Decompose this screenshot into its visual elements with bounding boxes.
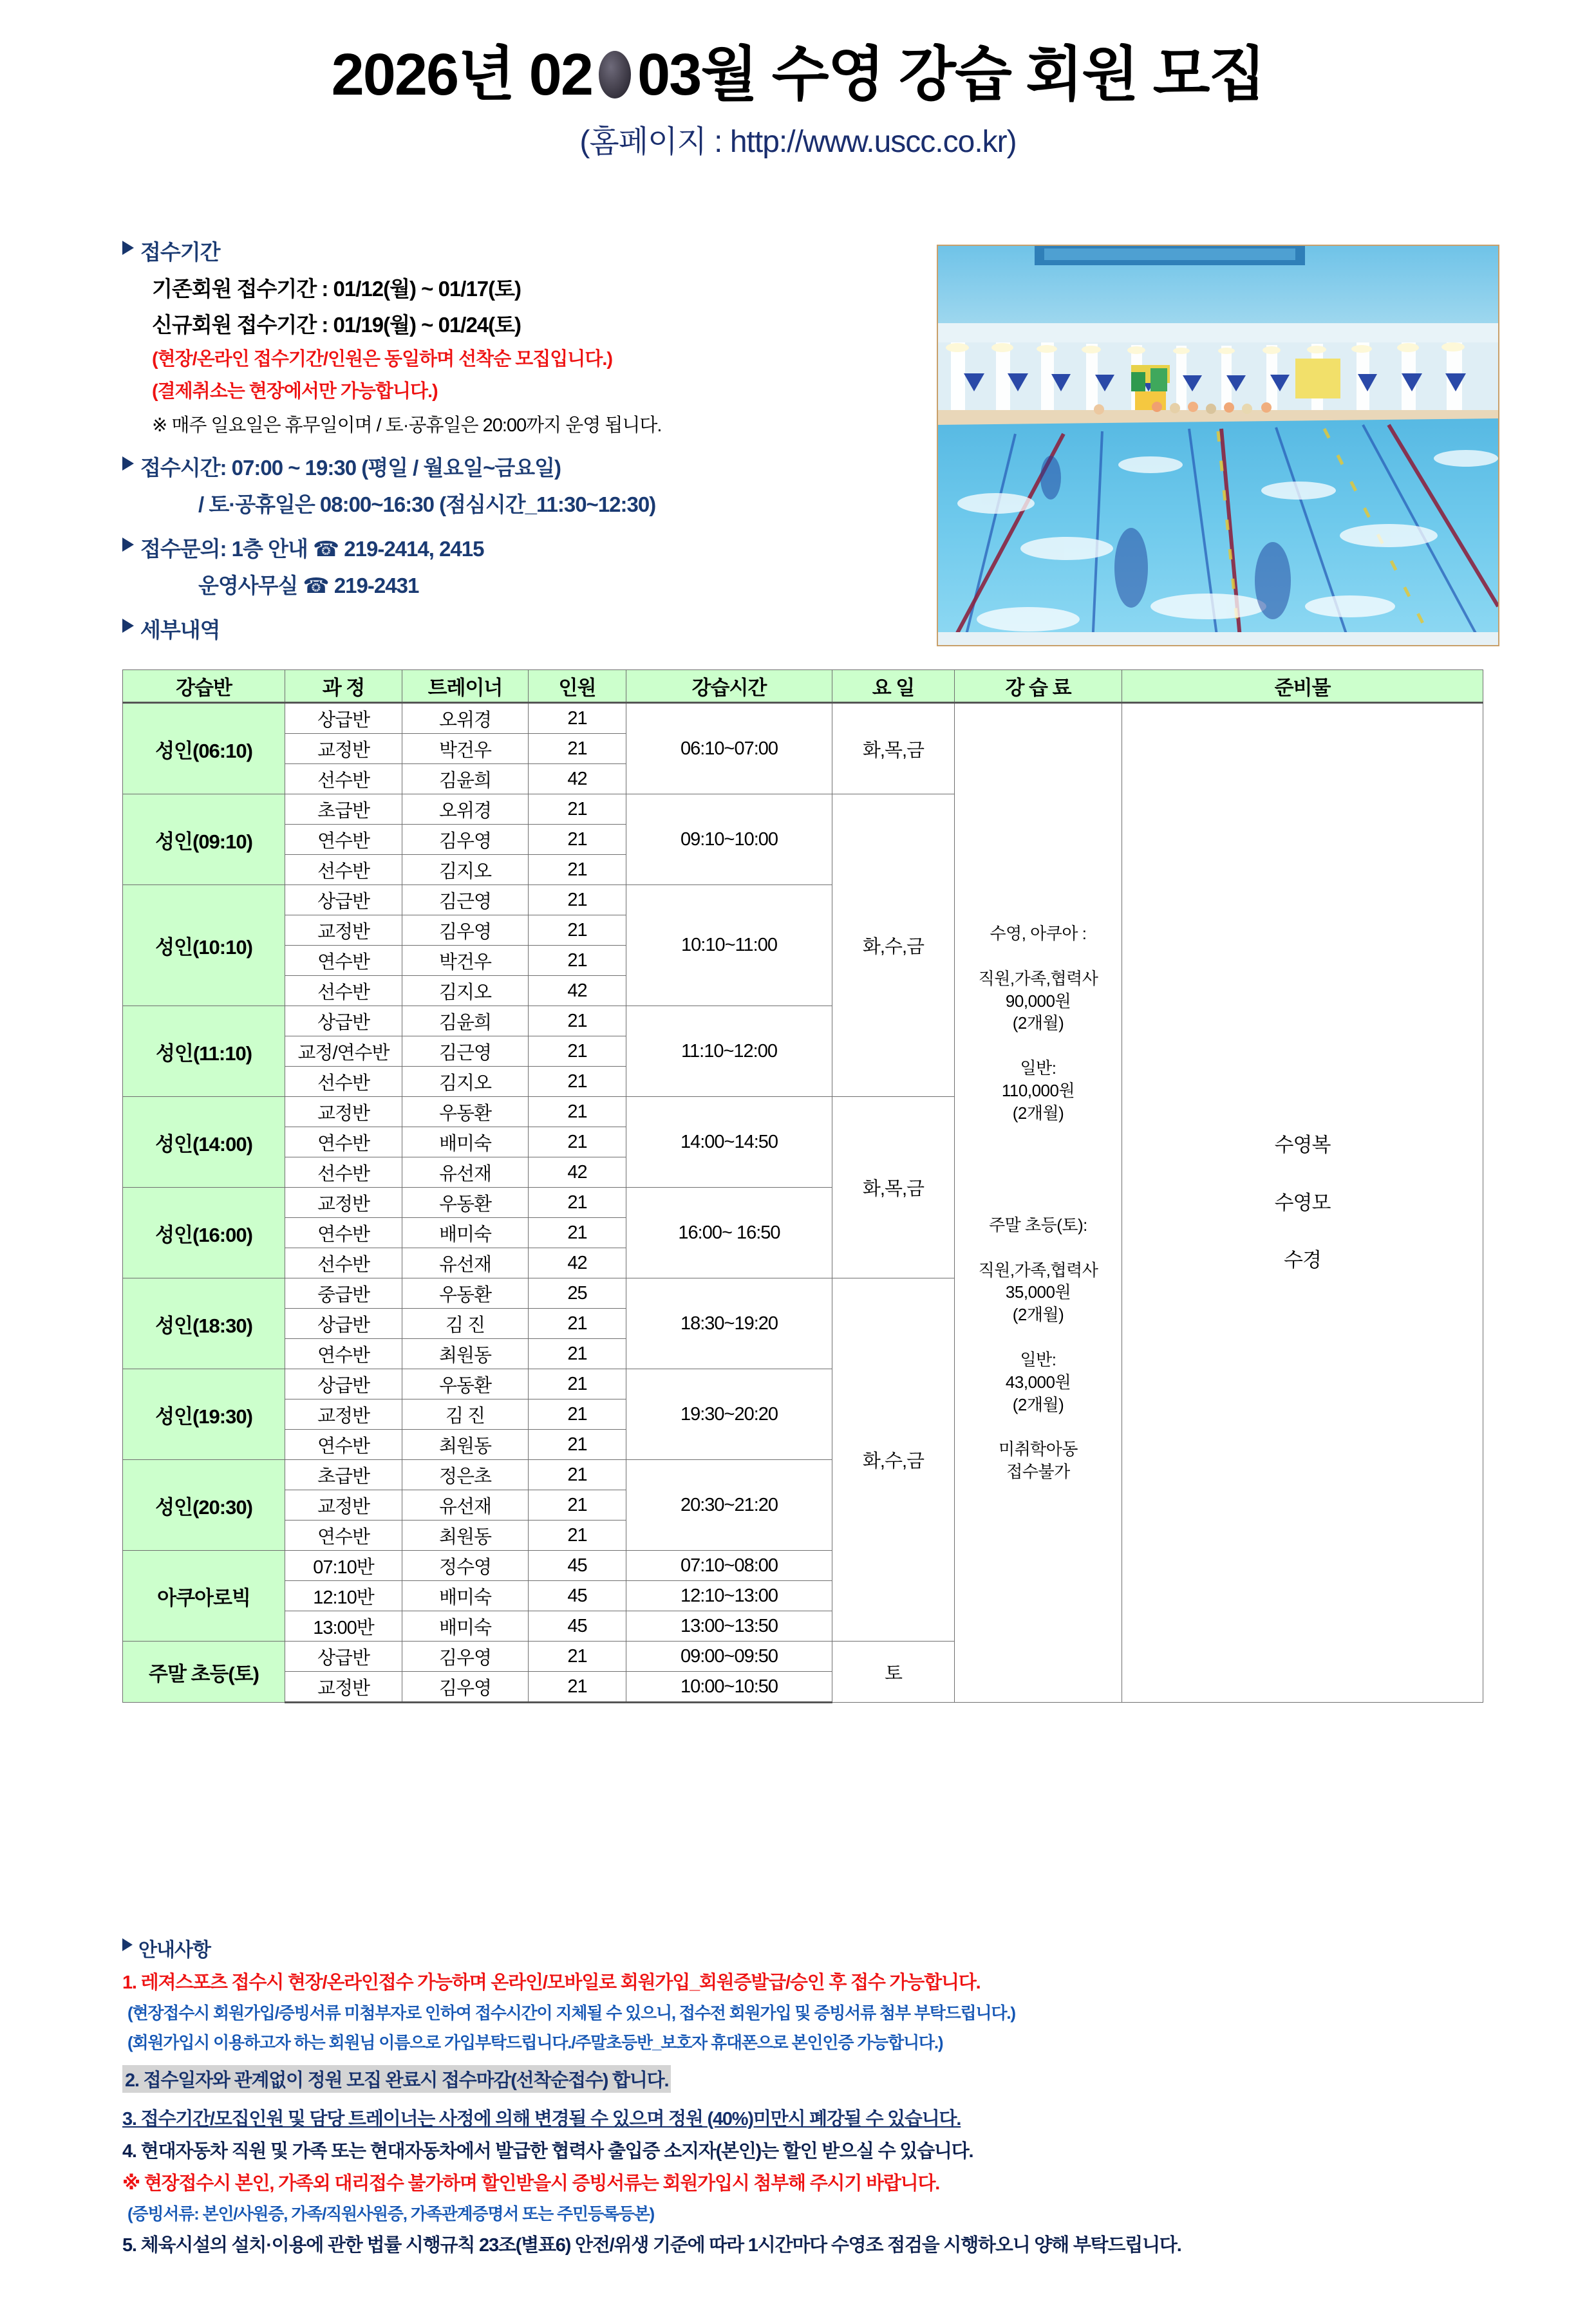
cell-course: 연수반 — [285, 825, 402, 855]
prep-item: 수영복 — [1274, 1133, 1331, 1156]
details-label: 세부내역 — [140, 618, 220, 642]
class-group-label: 아쿠아로빅 — [123, 1551, 285, 1642]
cell-capacity: 25 — [529, 1278, 626, 1309]
cell-trainer: 배미숙 — [402, 1581, 529, 1611]
cell-course: 초급반 — [285, 1460, 402, 1490]
class-group-label: 성인(19:30) — [123, 1369, 285, 1460]
fee-line: (2개월) — [1012, 1103, 1064, 1123]
cell-course: 상급반 — [285, 703, 402, 734]
fee-line: (2개월) — [1012, 1394, 1064, 1414]
cell-capacity: 21 — [529, 1218, 626, 1248]
cell-time: 07:10~08:00 — [626, 1551, 832, 1581]
notices-heading — [122, 1934, 1494, 1962]
class-group-label: 성인(14:00) — [123, 1097, 285, 1188]
col-header-trainer: 트레이너 — [402, 670, 529, 703]
cell-course: 선수반 — [285, 1248, 402, 1278]
swimming-pool-photo — [937, 245, 1499, 646]
cell-fee — [955, 703, 1122, 1703]
existing-member-period: 기존회원 접수기간 : 01/12(월) ~ 01/17(토) — [152, 277, 521, 301]
page-title — [332, 44, 1265, 106]
cell-course: 연수반 — [285, 946, 402, 976]
cell-capacity: 21 — [529, 1309, 626, 1339]
notice-1b: (회원가입시 이용하고자 하는 회원님 이름으로 가입부탁드립니다./주말초등반_보호자 휴대폰으로 본인인증 가능합니다.) — [127, 2033, 943, 2052]
cell-course: 연수반 — [285, 1430, 402, 1460]
cell-capacity: 21 — [529, 1672, 626, 1703]
cell-trainer: 우동환 — [402, 1188, 529, 1218]
fee-line: 110,000원 — [1001, 1080, 1075, 1100]
section-heading-registration-hours — [122, 451, 914, 482]
new-member-period: 신규회원 접수기간 : 01/19(월) ~ 01/24(토) — [152, 313, 521, 337]
red-note-cancel-onsite: (결제취소는 현장에서만 가능합니다.) — [152, 381, 438, 402]
cell-weekday: 토 — [832, 1642, 955, 1703]
notice-2-wrap — [122, 2059, 1494, 2099]
cell-capacity: 21 — [529, 1460, 626, 1490]
cell-course: 선수반 — [285, 976, 402, 1006]
cell-trainer: 김지오 — [402, 1067, 529, 1097]
cell-time: 10:00~10:50 — [626, 1672, 832, 1703]
cell-capacity: 21 — [529, 946, 626, 976]
cell-trainer: 정수영 — [402, 1551, 529, 1581]
fee-line — [957, 1125, 1119, 1147]
fee-line: 직원,가족,협력사 — [978, 1260, 1098, 1280]
col-header-weekday: 요 일 — [832, 670, 955, 703]
pool-illustration — [938, 246, 1498, 645]
cell-trainer: 김우영 — [402, 915, 529, 946]
cell-capacity: 45 — [529, 1581, 626, 1611]
cell-capacity: 21 — [529, 703, 626, 734]
cell-trainer: 유선재 — [402, 1248, 529, 1278]
fee-line: 직원,가족,협력사 — [978, 968, 1098, 988]
fee-line: (2개월) — [1012, 1305, 1064, 1325]
notice-1: 1. 레져스포츠 접수시 현장/온라인접수 가능하며 온라인/모바일로 회원가입_회원증발급/승인 후 접수 가능합니다. — [122, 1972, 981, 1993]
cell-trainer: 김근영 — [402, 1036, 529, 1067]
cell-capacity: 21 — [529, 1490, 626, 1521]
cell-trainer: 박건우 — [402, 734, 529, 764]
cell-course: 교정반 — [285, 1188, 402, 1218]
registration-hours-weekend-text: / 토·공휴일은 08:00~16:30 (점심시간_11:30~12:30) — [198, 492, 656, 516]
cell-capacity: 21 — [529, 915, 626, 946]
cell-trainer: 김근영 — [402, 885, 529, 915]
triangle-bullet-icon — [122, 456, 134, 471]
cell-course: 교정반 — [285, 1672, 402, 1703]
cell-capacity: 21 — [529, 1188, 626, 1218]
fee-line: 접수불가 — [1006, 1462, 1070, 1482]
info-block — [122, 236, 914, 650]
notice-2: 2. 접수일자와 관계없이 정원 모집 완료시 접수마감(선착순접수) 합니다. — [122, 2065, 671, 2093]
fee-line — [957, 1326, 1119, 1349]
cell-trainer: 김우영 — [402, 825, 529, 855]
triangle-bullet-icon — [122, 241, 134, 255]
fee-line: 일반: — [1020, 1349, 1056, 1369]
class-group-label: 주말 초등(토) — [123, 1642, 285, 1703]
section-heading-registration-period — [122, 236, 914, 266]
class-group-label: 성인(18:30) — [123, 1278, 285, 1369]
cell-time: 18:30~19:20 — [626, 1278, 832, 1369]
cell-trainer: 김 진 — [402, 1399, 529, 1430]
registration-hours-label: 접수시간: 07:00 ~ 19:30 (평일 / 월요일~금요일) — [140, 456, 561, 480]
schedule-table-wrap — [122, 669, 1483, 1703]
notice-4b: (증빙서류: 본인/사원증, 가족/직원사원증, 가족관계증명서 또는 주민등록등본) — [127, 2204, 654, 2223]
cell-trainer: 우동환 — [402, 1097, 529, 1127]
notice-1a: (현장접수시 회원가입/증빙서류 미첨부자로 인하여 접수시간이 지체될 수 있으니, 접수전 회원가입 및 증빙서류 첨부 부탁드립니다.) — [127, 2003, 1015, 2023]
fee-line: 일반: — [1020, 1058, 1056, 1078]
cell-capacity: 21 — [529, 1127, 626, 1157]
cell-trainer: 배미숙 — [402, 1218, 529, 1248]
cell-capacity: 21 — [529, 1521, 626, 1551]
cell-time: 09:00~09:50 — [626, 1642, 832, 1672]
cell-course: 초급반 — [285, 794, 402, 825]
cell-course: 교정반 — [285, 915, 402, 946]
cell-trainer: 오위경 — [402, 703, 529, 734]
cell-capacity: 21 — [529, 1036, 626, 1067]
cell-course: 상급반 — [285, 1369, 402, 1399]
cell-trainer: 최원동 — [402, 1521, 529, 1551]
table-row — [123, 703, 1483, 734]
cell-trainer: 최원동 — [402, 1339, 529, 1369]
cell-weekday: 화,수,금 — [832, 1278, 955, 1642]
cell-capacity: 45 — [529, 1611, 626, 1642]
cell-capacity: 42 — [529, 1157, 626, 1188]
table-header-row — [123, 670, 1483, 703]
col-header-capacity: 인원 — [529, 670, 626, 703]
class-group-label: 성인(10:10) — [123, 885, 285, 1006]
cell-course: 교정/연수반 — [285, 1036, 402, 1067]
contact-office — [198, 569, 914, 599]
cell-trainer: 김 진 — [402, 1309, 529, 1339]
cell-trainer: 배미숙 — [402, 1127, 529, 1157]
fee-line: (2개월) — [1012, 1013, 1064, 1033]
fee-line — [957, 1192, 1119, 1214]
cell-weekday: 화,수,금 — [832, 794, 955, 1097]
title-block — [0, 44, 1596, 161]
cell-time: 20:30~21:20 — [626, 1460, 832, 1551]
cell-trainer: 박건우 — [402, 946, 529, 976]
cell-course: 연수반 — [285, 1521, 402, 1551]
cell-trainer: 김윤희 — [402, 1006, 529, 1036]
cell-capacity: 21 — [529, 794, 626, 825]
cell-trainer: 정은초 — [402, 1460, 529, 1490]
cell-capacity: 21 — [529, 1339, 626, 1369]
dark-ellipse-icon — [599, 51, 631, 98]
cell-time: 13:00~13:50 — [626, 1611, 832, 1642]
cell-trainer: 김윤희 — [402, 764, 529, 794]
notice-5: 5. 체육시설의 설치·이용에 관한 법률 시행규칙 23조(별표6) 안전/위생 기준에 따라 1시간마다 수영조 점검을 시행하오니 양해 부탁드립니다. — [122, 2235, 1181, 2256]
cell-prep — [1122, 703, 1483, 1703]
col-header-fee: 강 습 료 — [955, 670, 1122, 703]
cell-weekday: 화,목,금 — [832, 1097, 955, 1278]
class-group-label: 성인(06:10) — [123, 703, 285, 794]
class-group-label: 성인(20:30) — [123, 1460, 285, 1551]
col-header-time: 강습시간 — [626, 670, 832, 703]
fee-line — [957, 1169, 1119, 1192]
notice-4a: ※ 현장접수시 본인, 가족외 대리접수 불가하며 할인받을시 증빙서류는 회원가입시 첨부해 주시기 바랍니다. — [122, 2173, 940, 2194]
cell-trainer: 최원동 — [402, 1430, 529, 1460]
cell-course: 연수반 — [285, 1127, 402, 1157]
class-group-label: 성인(16:00) — [123, 1188, 285, 1278]
notice-3: 3. 접수기간/모집인원 및 담당 트레이너는 사정에 의해 변경될 수 있으며 정원 (40%)미만시 폐강될 수 있습니다. — [122, 2109, 961, 2129]
cell-time: 06:10~07:00 — [626, 703, 832, 794]
cell-course: 상급반 — [285, 1309, 402, 1339]
cell-course: 연수반 — [285, 1339, 402, 1369]
fee-line — [957, 945, 1119, 968]
col-header-prep: 준비물 — [1122, 670, 1483, 703]
cell-trainer: 우동환 — [402, 1278, 529, 1309]
fee-line: 수영, 아쿠아 : — [990, 924, 1087, 944]
fee-line: 43,000원 — [1005, 1372, 1071, 1392]
section-heading-contact — [122, 532, 914, 563]
schedule-table — [122, 669, 1483, 1703]
cell-trainer: 김지오 — [402, 855, 529, 885]
cell-course: 13:00반 — [285, 1611, 402, 1642]
section-heading-details — [122, 613, 914, 644]
cell-time: 10:10~11:00 — [626, 885, 832, 1006]
notice-4: 4. 현대자동차 직원 및 가족 또는 현대자동차에서 발급한 협력사 출입증 소지자(본인)는 할인 받으실 수 있습니다. — [122, 2141, 973, 2162]
page-title-part2: 03월 수영 강습 회원 모집 — [637, 42, 1265, 108]
cell-capacity: 42 — [529, 764, 626, 794]
sunday-closed-note: ※ 매주 일요일은 휴무일이며 / 토·공휴일은 20:00까지 운영 됩니다. — [152, 415, 662, 436]
col-header-class: 강습반 — [123, 670, 285, 703]
cell-capacity: 21 — [529, 1097, 626, 1127]
cell-course: 상급반 — [285, 885, 402, 915]
cell-capacity: 21 — [529, 825, 626, 855]
cell-course: 교정반 — [285, 1399, 402, 1430]
cell-course: 상급반 — [285, 1006, 402, 1036]
cell-trainer: 김지오 — [402, 976, 529, 1006]
contact-office-text: 운영사무실 ☎ 219-2431 — [198, 574, 419, 597]
cell-course: 교정반 — [285, 734, 402, 764]
prep-item: 수영모 — [1274, 1191, 1331, 1214]
cell-course: 선수반 — [285, 1067, 402, 1097]
cell-capacity: 21 — [529, 1369, 626, 1399]
cell-course: 선수반 — [285, 855, 402, 885]
class-group-label: 성인(11:10) — [123, 1006, 285, 1097]
cell-trainer: 유선재 — [402, 1490, 529, 1521]
col-header-course: 과 정 — [285, 670, 402, 703]
section-label: 접수기간 — [140, 240, 220, 264]
cell-time: 12:10~13:00 — [626, 1581, 832, 1611]
fee-line: 미취학아동 — [998, 1439, 1078, 1459]
triangle-bullet-icon — [122, 1938, 133, 1951]
cell-capacity: 42 — [529, 1248, 626, 1278]
cell-trainer: 우동환 — [402, 1369, 529, 1399]
prep-item: 수경 — [1284, 1249, 1321, 1272]
notices-block — [122, 1934, 1494, 2263]
fee-line — [957, 1146, 1119, 1169]
cell-trainer: 배미숙 — [402, 1611, 529, 1642]
cell-capacity: 42 — [529, 976, 626, 1006]
cell-course: 연수반 — [285, 1218, 402, 1248]
triangle-bullet-icon — [122, 619, 134, 633]
registration-hours-weekend — [198, 488, 914, 518]
cell-trainer: 김우영 — [402, 1642, 529, 1672]
cell-capacity: 21 — [529, 1399, 626, 1430]
cell-weekday: 화,목,금 — [832, 703, 955, 794]
fee-line — [957, 1237, 1119, 1259]
contact-front-desk: 접수문의: 1층 안내 ☎ 219-2414, 2415 — [140, 537, 484, 561]
cell-course: 중급반 — [285, 1278, 402, 1309]
triangle-bullet-icon — [122, 538, 134, 552]
cell-capacity: 21 — [529, 1430, 626, 1460]
red-note-online-offline: (현장/온라인 접수기간/인원은 동일하며 선착순 모집입니다.) — [152, 349, 613, 370]
cell-course: 선수반 — [285, 1157, 402, 1188]
cell-time: 14:00~14:50 — [626, 1097, 832, 1188]
cell-capacity: 21 — [529, 1006, 626, 1036]
cell-capacity: 21 — [529, 734, 626, 764]
cell-course: 교정반 — [285, 1490, 402, 1521]
cell-trainer: 유선재 — [402, 1157, 529, 1188]
cell-time: 11:10~12:00 — [626, 1006, 832, 1097]
fee-line: 주말 초등(토): — [989, 1215, 1087, 1235]
cell-capacity: 21 — [529, 1642, 626, 1672]
poster-page — [0, 44, 1596, 2302]
cell-course: 교정반 — [285, 1097, 402, 1127]
cell-course: 07:10반 — [285, 1551, 402, 1581]
notices-heading-label: 안내사항 — [138, 1940, 211, 1961]
cell-trainer: 오위경 — [402, 794, 529, 825]
cell-course: 상급반 — [285, 1642, 402, 1672]
homepage-subtitle[interactable]: (홈페이지 : http://www.uscc.co.kr) — [579, 124, 1017, 159]
fee-line: 35,000원 — [1005, 1282, 1071, 1302]
cell-capacity: 21 — [529, 885, 626, 915]
cell-capacity: 21 — [529, 1067, 626, 1097]
cell-capacity: 21 — [529, 855, 626, 885]
cell-time: 19:30~20:20 — [626, 1369, 832, 1460]
fee-line — [957, 1034, 1119, 1057]
page-title-part1: 2026년 02 — [331, 42, 592, 108]
cell-time: 16:00~ 16:50 — [626, 1188, 832, 1278]
cell-time: 09:10~10:00 — [626, 794, 832, 885]
cell-course: 12:10반 — [285, 1581, 402, 1611]
class-group-label: 성인(09:10) — [123, 794, 285, 885]
cell-capacity: 45 — [529, 1551, 626, 1581]
fee-line — [957, 1416, 1119, 1438]
cell-trainer: 김우영 — [402, 1672, 529, 1703]
fee-line: 90,000원 — [1005, 991, 1071, 1011]
cell-course: 선수반 — [285, 764, 402, 794]
